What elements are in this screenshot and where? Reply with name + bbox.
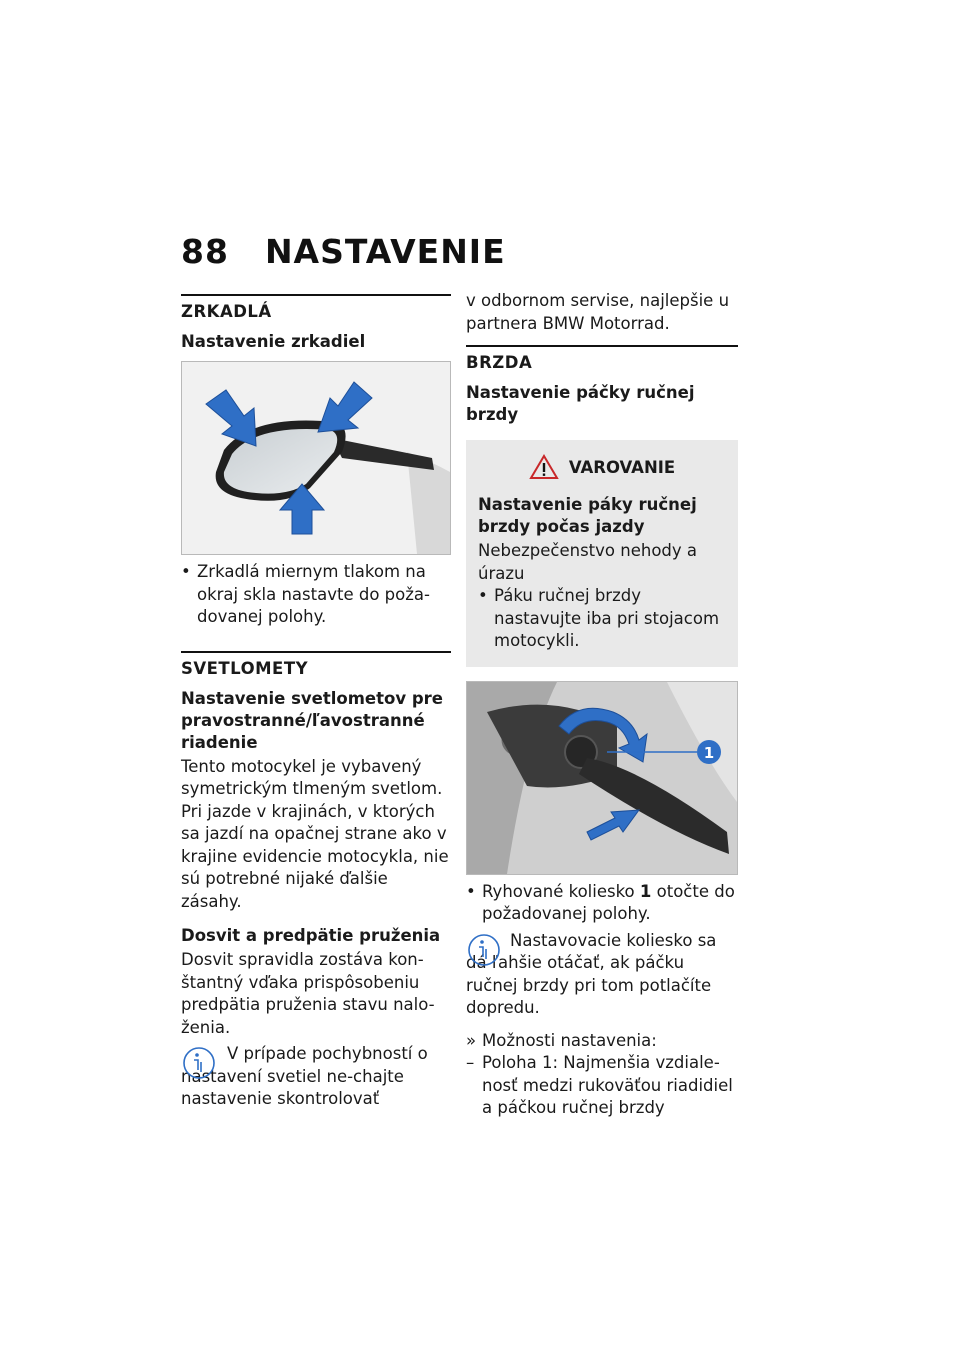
options-label-text: Možnosti nastavenia: — [482, 1030, 657, 1050]
brake-info-text — [466, 930, 738, 1020]
mirrors-subheading: Nastavenie zrkadiel — [181, 332, 366, 351]
headlights-info-text — [181, 1043, 451, 1111]
mirror-illustration — [182, 362, 450, 554]
right-column — [466, 291, 738, 1120]
info-icon — [466, 932, 502, 968]
info-icon — [181, 1045, 217, 1081]
headlights-subheading: Nastavenie svetlometov pre pravostranné/ľavostranné riadenie — [181, 688, 443, 752]
page-title: NASTAVENIE — [264, 232, 506, 271]
warning-title — [478, 454, 726, 480]
brake-heading: BRZDA — [466, 353, 533, 372]
section-rule — [181, 651, 451, 653]
warning-subtitle: Nastavenie páky ručnej brzdy počas jazdy — [478, 495, 697, 536]
mirrors-bullet — [181, 561, 451, 629]
page-header — [181, 232, 506, 271]
range-heading: Dosvit a predpätie pruženia — [181, 926, 441, 945]
brake-bullet-number: 1 — [639, 881, 652, 901]
brake-subheading: Nastavenie páčky ručnej brzdy — [466, 383, 695, 424]
option-1-text: Poloha 1: Najmenšia vzdiale-nosť medzi rukoväťou riadidiel a páčkou ručnej brzdy — [482, 1053, 733, 1117]
brake-bullet — [466, 881, 738, 926]
bullet-mark: • — [181, 562, 191, 581]
section-rule — [466, 345, 738, 347]
left-column — [181, 294, 451, 1111]
warning-text: Nebezpečenstvo nehody a úrazu — [478, 541, 698, 583]
option-1 — [466, 1052, 738, 1120]
warning-bullet — [478, 585, 726, 653]
warning-bullet-text: Páku ručnej brzdy nastavujte iba pri stojacom motocykli. — [494, 586, 720, 650]
headlights-info-span: V prípade pochybností o nastavení svetiel ne-chajte nastavenie skontrolovať — [181, 1044, 428, 1108]
callout-number: 1 — [703, 743, 715, 762]
chevron-right-icon: » — [466, 1030, 477, 1050]
dash-mark: – — [466, 1053, 475, 1072]
warning-triangle-icon — [529, 454, 559, 480]
headlights-heading: SVETLOMETY — [181, 658, 309, 678]
brake-info-span: Nastavovacie koliesko sa dá ľahšie otáčať, ak páčku ručnej brzdy pri tom potlačíte dopredu. — [466, 930, 717, 1017]
brake-lever-illustration — [467, 682, 737, 874]
headlights-info — [181, 1043, 451, 1111]
bullet-mark: • — [466, 881, 476, 901]
mirror-figure — [181, 361, 451, 555]
brake-info — [466, 930, 738, 1020]
page-number: 88 — [181, 232, 229, 271]
range-text: Dosvit spravidla zostáva kon-štantný vďaka prispôsobeniu predpätia pruženia stavu nalo-ženia. — [181, 950, 435, 1037]
options-label — [466, 1030, 738, 1053]
continuation-text: v odbornom servise, najlepšie u partnera BMW Motorrad. — [466, 291, 730, 333]
brake-bullet-prefix: Ryhované koliesko — [482, 881, 640, 901]
section-rule — [181, 294, 451, 296]
mirrors-bullet-text: Zrkadlá miernym tlakom na okraj skla nastavte do poža-dovanej polohy. — [197, 562, 430, 626]
brake-lever-figure — [466, 681, 738, 875]
headlights-text: Tento motocykel je vybavený symetrickým tlmeným svetlom. Pri jazde v krajinách, v ktorých sa jazdí na opačnej strane ako v krajine evidencie motocykla, nie sú potrebné nijaké ďalšie zásahy. — [181, 756, 449, 911]
mirrors-heading: ZRKADLÁ — [181, 302, 272, 321]
brake-bullet-suffix: otočte do požadovanej polohy. — [482, 881, 735, 923]
warning-box — [466, 440, 738, 667]
warning-title-text: VAROVANIE — [568, 457, 676, 477]
bullet-mark: • — [478, 586, 488, 605]
